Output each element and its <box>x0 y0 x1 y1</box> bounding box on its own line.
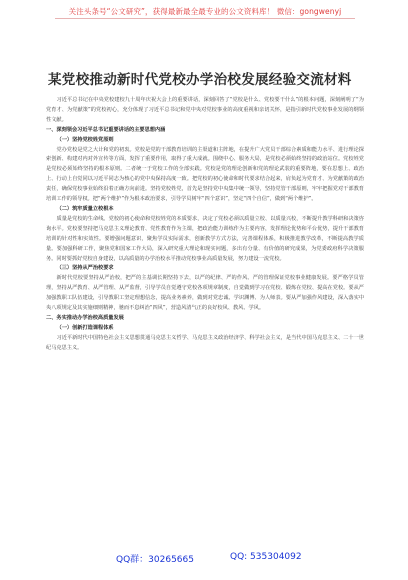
document-body <box>46 96 364 546</box>
subsection-heading: （三）坚持从严治校要求 <box>56 265 114 272</box>
subsection-heading: （二）筑牢质量立校根本 <box>56 205 114 212</box>
subsection-heading: （一）创新打造课程体系 <box>56 324 114 331</box>
promo-banner <box>0 0 408 30</box>
promo-banner-text: 关注头条号“公文研究”，获得最新最全最专业的公文资料库！ 微信：gongwenyj <box>68 7 342 16</box>
footer-qq-number: QQ: 535304092 <box>230 552 302 562</box>
footer-qq-group: QQ群：30265665 <box>116 555 194 565</box>
document-title: 某党校推动新时代党校办学治校发展经验交流材料 <box>48 72 352 88</box>
body-paragraph: 习近平总书记在中央党校建校九十周年庆祝大会上的重要讲话，深刻回答了“党校是什么、党校要干什么”的根本问题，深刻阐明了“为党育才、为党献策”的党校初心，充分体现了习近平总书记和党中央对党校事业的高度重视和亲切关怀，是指引新时代党校事业发展的纲领性文献。 <box>46 97 364 123</box>
body-paragraph: 习近平新时代中国特色社会主义思想贯通马克思主义哲学、马克思主义政治经济学、科学社会主义，是当代中国马克思主义、二十一世纪马克思主义。 <box>46 334 364 351</box>
section-heading: 一、深刻领会习近平总书记重要讲话的主要思想内涵 <box>46 126 166 133</box>
body-paragraph: 质量是党校的生命线。党校的初心使命和党校姓党的本质要求，决定了党校必须以质量立校、以质量兴校，不断提升教学科研和决策咨询水平。党校要坚持把马克思主义理论教育、党性教育作为主课，把政治能力训练作为主要内容，发挥理论优势和平台优势，提升干部教育培训的针对性和实效性。要增强问题意识，聚焦学员实际需求，创新教学方式方法，完善课程体系，积极推进教学改革，不断提高教学质量。要加强科研工作，聚焦党和国家工作大局，深入研究重大理论和现实问题，多出有分量、有价值的研究成果，为党委政府科学决策服务。同时要抓好党校自身建设，以高质量的办学治校水平推动党校事业高质量发展，努力建设一流党校。 <box>46 215 364 262</box>
body-paragraph: 新时代党校要坚持从严治校，把严的主基调长期坚持下去，以严的纪律、严的作风、严的管理保证党校事业健康发展。要严格学员管理，坚持从严教育、从严管理、从严监督，引导学员自觉遵守党校各项规章制度，自觉做到学习在党校、锻炼在党校、提高在党校。要从严加强教职工队伍建设，引导教职工坚定理想信念，提高业务素养，做到对党忠诚、学识渊博、为人师表。要从严加强作风建设，深入落实中央八项规定及其实施细则精神，驰而不息纠治“四风”，营造风清气正的良好校风、教风、学风。 <box>46 275 364 312</box>
section-heading: 二、务实推动办学治校高质量发展 <box>46 314 124 321</box>
footer <box>0 548 408 570</box>
subsection-heading: （一）坚持党校姓党原则 <box>56 136 114 143</box>
body-paragraph: 党办党校是党之大计和党的初衷。党校是党的干部教育培训的主渠道和主阵地，在提升广大党员干部综合素质和能力水平、进行理论探索创新、构建对内对外宣传等方面，发挥了重要作用，取得了重大成就。围绕中心、服务大局，是党校必须始终坚持的政治站位。党校姓党是党校必须始终坚持的根本原则。二者统一于党校工作的全部实践。党校是党的理论创新和党的理论武装的重要阵地，要在思想上、政治上、行动上自觉同以习近平同志为核心的党中央保持高度一致。把党校的初心使命和时代要求结合起来，肩负起为党育才、为党献策的政治责任，确保党校事业始终沿着正确方向前进。坚持党校姓党，首先是坚持党中央集中统一领导，坚持党管干部原则，牢牢把握党对干部教育培训工作的领导权。把“两个维护”作为根本政治要求，引导学员树牢“四个意识”，坚定“四个自信”，做到“两个维护”。 <box>46 146 364 203</box>
banner-divider <box>55 18 355 19</box>
